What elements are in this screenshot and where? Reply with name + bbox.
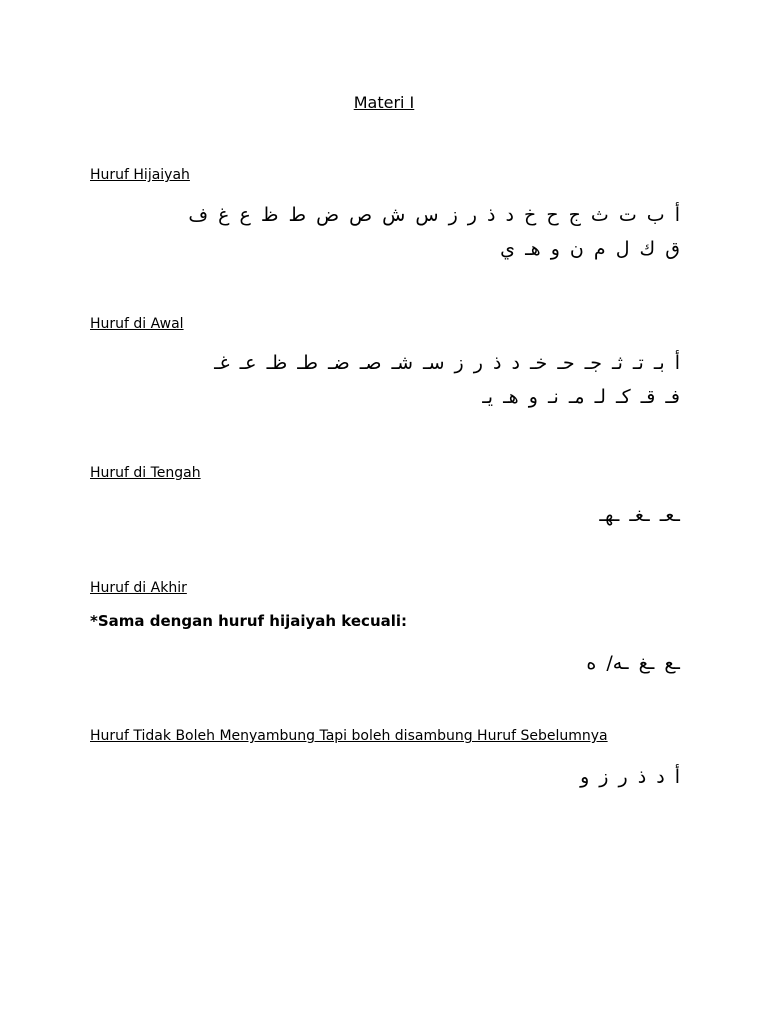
arabic-letters-tengah bbox=[90, 498, 680, 532]
arabic-line: فـ قـ كـ لـ مـ نـ و هـ يـ bbox=[482, 386, 680, 408]
arabic-line: أ بـ تـ ثـ جـ حـ خـ د ذ ر ز سـ شـ صـ ضـ طـ ظـ عـ غـ bbox=[214, 352, 680, 374]
section-heading-tengah: Huruf di Tengah bbox=[90, 465, 201, 481]
arabic-line: ق ك ل م ن و هـ ي bbox=[500, 238, 680, 260]
page-title: Materi I bbox=[353, 93, 415, 112]
arabic-line: أ ب ت ث ج ح خ د ذ ر ز س ش ص ض ط ظ ع غ ف bbox=[188, 204, 680, 226]
arabic-line: أ د ذ ر ز و bbox=[580, 766, 680, 788]
arabic-line: ـع ـغ ـه/ ه bbox=[586, 652, 680, 674]
section-note-akhir: *Sama dengan huruf hijaiyah kecuali: bbox=[90, 612, 408, 630]
arabic-letters-tidak-menyambung bbox=[90, 760, 680, 794]
arabic-letters-akhir bbox=[90, 646, 680, 680]
arabic-line: ـعـ ـغـ ـهـ bbox=[599, 504, 680, 526]
section-heading-akhir: Huruf di Akhir bbox=[90, 580, 187, 596]
arabic-letters-awal bbox=[90, 346, 680, 414]
arabic-letters-hijaiyah bbox=[90, 198, 680, 266]
section-heading-tidak-menyambung: Huruf Tidak Boleh Menyambung Tapi boleh disambung Huruf Sebelumnya bbox=[90, 728, 608, 744]
section-heading-awal: Huruf di Awal bbox=[90, 316, 184, 332]
section-heading-hijaiyah: Huruf Hijaiyah bbox=[90, 167, 190, 183]
